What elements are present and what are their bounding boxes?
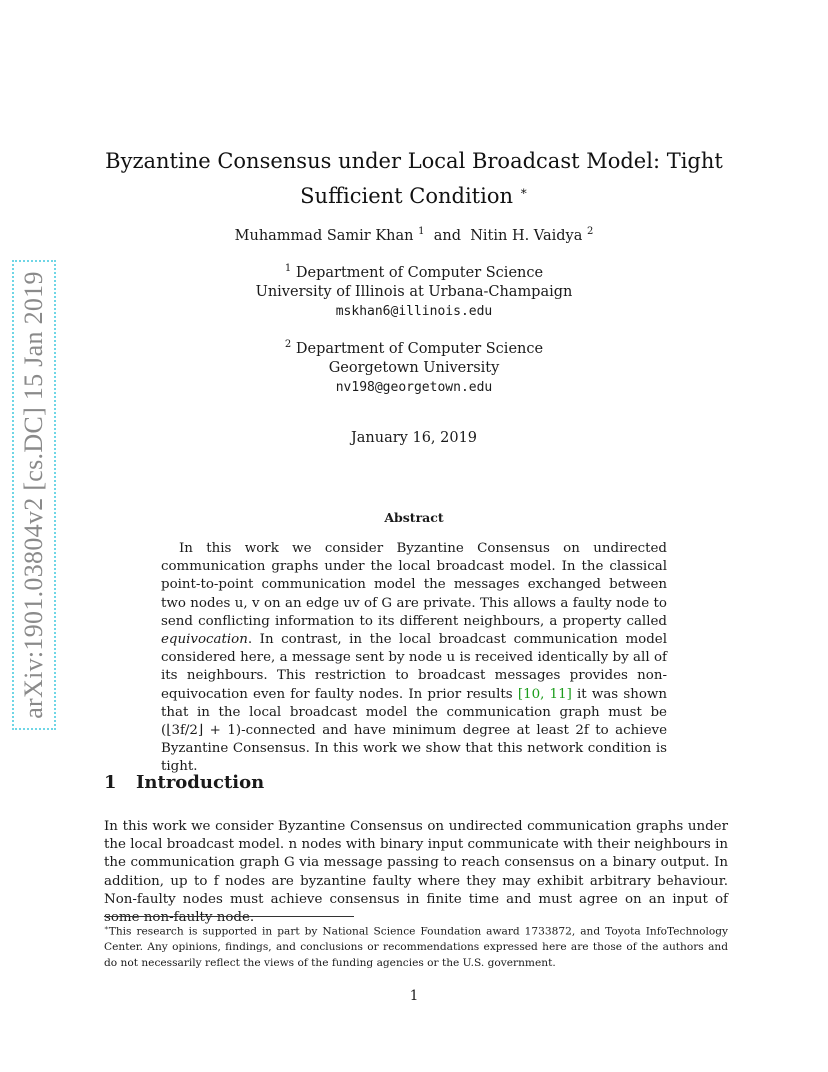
affiliation-1-dept-line: [100, 259, 728, 283]
affiliation-2-dept: Department of Computer Science: [295, 340, 544, 357]
section-title: Introduction: [136, 772, 265, 793]
author-1: Muhammad Samir Khan: [234, 227, 414, 244]
author-1-mark: 1: [418, 226, 425, 237]
introduction-paragraph: In this work we consider Byzantine Consensus on undirected communication graphs under the local broadcast model. n nodes with binary input communicate with their neighbours in the communication graph G via message passing to reach consensus on a binary output. In addition, up to f nodes are byzantine faulty where they may exhibit arbitrary behaviour. Non-faulty nodes must achieve consensus in finite time and must agree on an input of some non-faulty node.: [104, 819, 728, 926]
abstract-part-1: In this work we consider Byzantine Consensus on undirected communication graphs under the local broadcast model. In the classical point-to-point communication model the messages exchanged between two nodes u, v on an edge uv of G are private. This allows a faulty node to send conflicting information to its different neighbours, a property called: [161, 541, 667, 629]
author-conjunction: and: [433, 227, 461, 244]
footnote-rule: [104, 916, 354, 917]
abstract-body: [161, 540, 667, 777]
footnote: [104, 921, 728, 971]
author-2-mark: 2: [586, 226, 594, 237]
title-line-2-text: Sufficient Condition: [300, 184, 513, 208]
affiliation-2-dept-line: [100, 335, 728, 359]
affiliation-1: [100, 259, 728, 321]
affiliation-1-email: mskhan6@illinois.edu: [335, 303, 493, 319]
author-2: Nitin H. Vaidya: [470, 227, 583, 244]
affiliation-2: [100, 335, 728, 397]
author-list: [100, 226, 728, 244]
paper-title: [100, 146, 728, 211]
affiliation-2-mark: 2: [284, 339, 292, 350]
section-number: 1: [104, 772, 117, 793]
affiliation-1-mark: 1: [284, 263, 292, 274]
affiliation-1-univ: University of Illinois at Urbana-Champaign: [255, 283, 573, 300]
paper-date: January 16, 2019: [350, 430, 478, 446]
affiliation-2-univ: Georgetown University: [328, 359, 500, 376]
title-line-1: Byzantine Consensus under Local Broadcast Model: Tight: [105, 149, 723, 173]
arxiv-id: arXiv:1901.03804v2 [cs.DC] 15 Jan 2019: [19, 271, 49, 719]
affiliation-1-dept: Department of Computer Science: [295, 264, 544, 281]
abstract-emphasis: equivocation: [161, 632, 248, 648]
title-footnote-mark: ∗: [519, 184, 528, 198]
footnote-text: This research is supported in part by National Science Foundation award 1733872, and Toyota InfoTechnology Center. Any opinions, findings, and conclusions or recommendations expressed here are those of the authors and do not necessarily reflect the views of the funding agencies or the U.S. government.: [104, 925, 728, 969]
page-number: 1: [409, 988, 419, 1004]
citation-link[interactable]: [10, 11]: [517, 686, 572, 702]
abstract-part-2: . In contrast, in the local broadcast communication model considered here, a message sent by node u is received identically by all of its neighbours. This restriction to broadcast messages provides non-equivocation even for faulty nodes. In prior results: [161, 632, 667, 702]
abstract-heading: Abstract: [384, 510, 444, 525]
affiliation-2-email: nv198@georgetown.edu: [335, 379, 493, 395]
section-heading: [104, 772, 264, 793]
footnote-mark: ∗: [104, 924, 109, 932]
abstract-part-3: it was shown that in the local broadcast model the communication graph must be (⌊3f/2⌋ + 1)-connected and have minimum degree at least 2f to achieve Byzantine Consensus. In this work we show that this network condition is tight.: [161, 686, 667, 775]
arxiv-stamp: [12, 260, 56, 730]
title-line-2: [100, 176, 728, 211]
